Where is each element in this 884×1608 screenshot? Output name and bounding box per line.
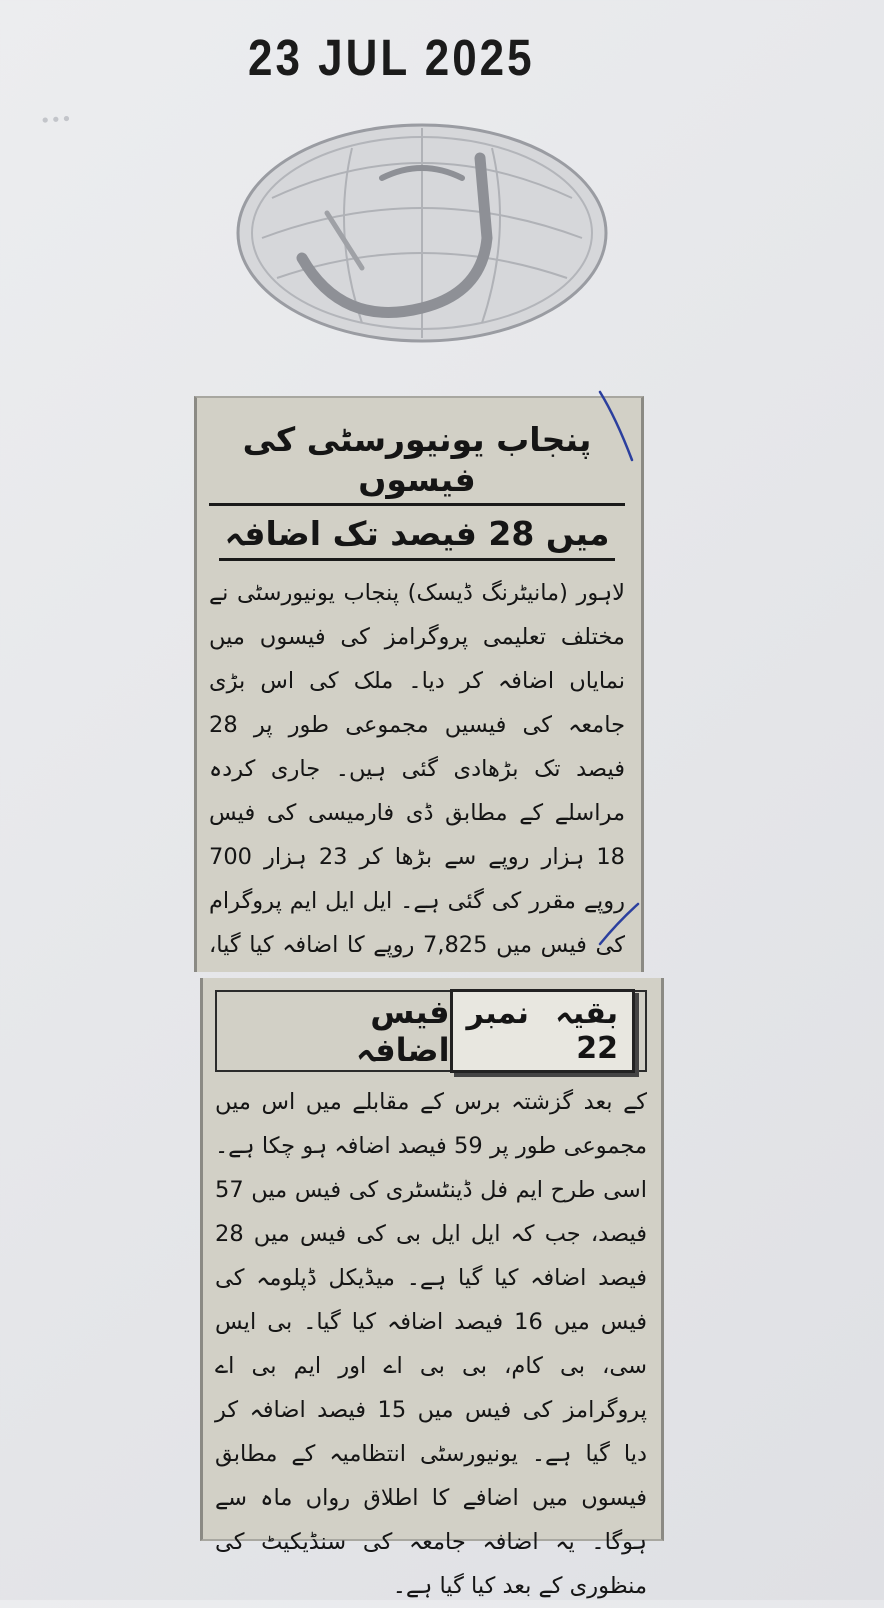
- headline-line-1: پنجاب یونیورسٹی کی فیسوں: [209, 420, 625, 506]
- continuation-title: فیس اضافہ: [355, 993, 450, 1069]
- article-body: لاہور (مانیٹرنگ ڈیسک) پنجاب یونیورسٹی نے مختلف تعلیمی پروگرامز کی فیسوں میں نمایاں اضافہ کر دیا۔ ملک کی اس بڑی جامعہ کی فیسیں مجموعی طور پر 28 فیصد تک بڑھادی گئی ہیں۔ جاری کردہ مراسلے کے مطابق ڈی فارمیسی کی فیس 18 ہزار روپے سے بڑھا کر 23 ہزار 700 روپے مقرر کی گئی ہے۔ ایل ایل ایم پروگرام کی فیس میں 7,825 روپے کا اضافہ کیا گیا،: [209, 579, 625, 958]
- faint-bleedthrough-mark: •••: [39, 108, 73, 133]
- continuation-box-label: بقیہ نمبر 22: [450, 989, 635, 1073]
- pen-mark-bottom: [596, 900, 642, 948]
- continuation-header: [215, 990, 647, 1072]
- continuation-body: کے بعد گزشتہ برس کے مقابلے میں اس میں مجموعی طور پر 59 فیصد اضافہ ہو چکا ہے۔ اسی طرح ایم فل ڈینٹسٹری کی فیس میں 57 فیصد، جب کہ ایل ایل بی کی فیس میں 28 فیصد اضافہ کیا گیا ہے۔ میڈیکل ڈپلومہ کی فیس میں 16 فیصد اضافہ کیا گیا۔ بی ایس سی، بی کام، بی بی اے اور ایم بی اے پروگرامز کی فیس میں 15 فیصد اضافہ کر دیا گیا ہے۔ یونیورسٹی انتظامیہ کے مطابق فیسوں میں اضافے کا اطلاق رواں ماہ سے ہوگا۔ یہ اضافہ جامعہ کی سنڈیکیٹ کی منظوری کے بعد کیا گیا ہے۔: [215, 1089, 648, 1599]
- news-clipping-main: [194, 396, 644, 972]
- news-clipping-continuation: [200, 978, 664, 1599]
- headline-line-2: میں 28 فیصد تک اضافہ: [219, 514, 616, 561]
- newspaper-seal-logo: [232, 118, 612, 348]
- headline: [209, 420, 625, 561]
- date-stamp: 23 JUL 2025: [248, 30, 535, 87]
- pen-mark-top: [596, 388, 636, 468]
